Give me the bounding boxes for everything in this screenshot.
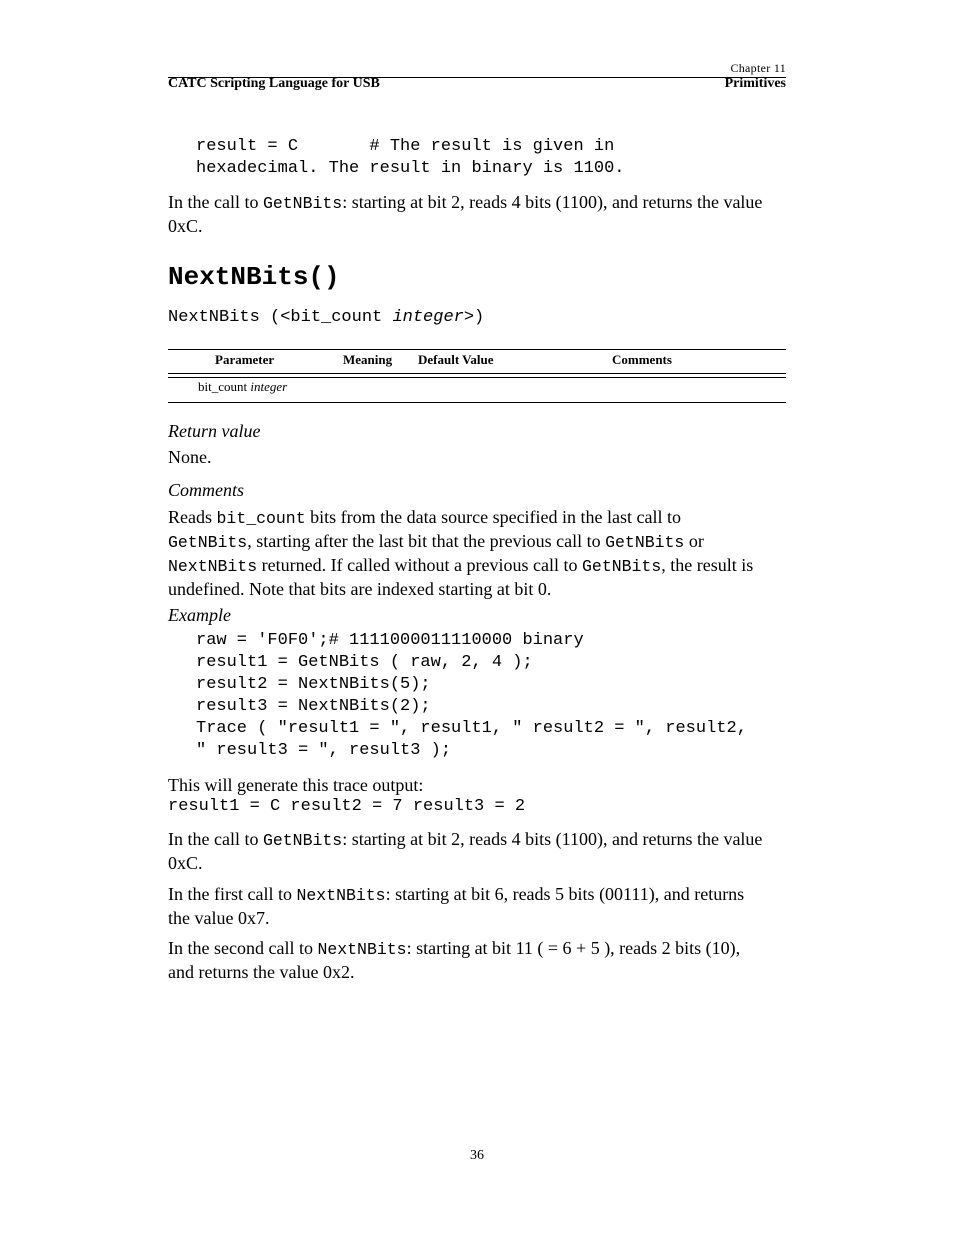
code-line: result3 = NextNBits(2); xyxy=(196,697,431,716)
code-line: Trace ( "result1 = ", result1, " result2 = ", result2, xyxy=(196,719,747,738)
table-header-meaning: Meaning xyxy=(343,352,393,367)
table-rule-header-double xyxy=(168,377,786,378)
code-line: result1 = GetNBits ( raw, 2, 4 ); xyxy=(196,653,533,672)
paragraph: In the call to GetNBits: starting at bit 2, reads 4 bits (1100), and returns the value 0xC. xyxy=(168,829,763,873)
paragraph: In the second call to NextNBits: starting at bit 11 ( = 6 + 5 ), reads 2 bits (10), and returns the value 0x2. xyxy=(168,938,741,982)
return-value-label: Return value xyxy=(168,421,261,441)
trace-output: result1 = C result2 = 7 result3 = 2 xyxy=(168,797,526,816)
code-line: raw = 'F0F0';# 1111000011110000 binary xyxy=(196,631,584,650)
table-rule-top xyxy=(168,349,786,350)
table-header-comments: Comments xyxy=(612,352,672,367)
table-header-default-value: Default Value xyxy=(418,352,494,367)
paragraph: In the first call to NextNBits: starting at bit 6, reads 5 bits (00111), and returns the value 0x7. xyxy=(168,884,745,928)
example-label: Example xyxy=(168,605,231,625)
code-line: " result3 = ", result3 ); xyxy=(196,741,452,760)
table-rule-header xyxy=(168,373,786,374)
comments-paragraph: Reads bit_count bits from the data source specified in the last call to GetNBits, starting after the last bit that the previous call to GetNBits or NextNBits returned. If called without a previous call to GetNBits, the result is undefined. Note that bits are indexed starting at bit 0. xyxy=(168,507,754,599)
function-signature: NextNBits (<bit_count integer>) xyxy=(168,308,485,327)
table-header-parameter: Parameter xyxy=(215,352,275,367)
comments-label: Comments xyxy=(168,480,244,500)
running-header-section: Primitives xyxy=(724,76,786,91)
code-line: result = C # The result is given in xyxy=(196,137,615,156)
trace-intro: This will generate this trace output: xyxy=(168,775,424,795)
code-line: result2 = NextNBits(5); xyxy=(196,675,431,694)
page-number: 36 xyxy=(470,1148,484,1163)
table-row: bit_count integer xyxy=(198,379,288,394)
code-line: hexadecimal. The result in binary is 1100. xyxy=(196,159,625,178)
section-title: NextNBits() xyxy=(168,262,340,292)
running-header-title: CATC Scripting Language for USB xyxy=(168,76,380,91)
return-value-text: None. xyxy=(168,447,212,467)
running-header-chapter: Chapter 11 xyxy=(730,61,786,75)
paragraph: In the call to GetNBits: starting at bit 2, reads 4 bits (1100), and returns the value 0xC. xyxy=(168,192,763,236)
table-rule-bottom xyxy=(168,402,786,403)
